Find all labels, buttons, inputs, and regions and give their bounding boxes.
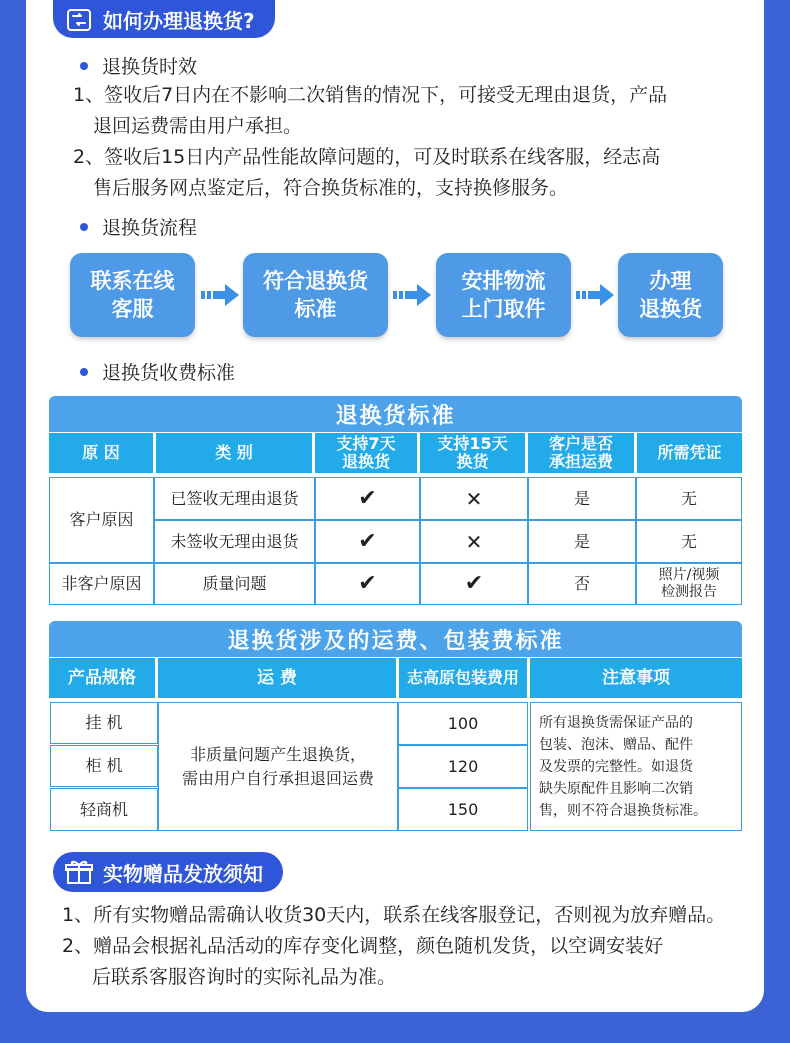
fee-header-freight [158,658,396,698]
header-7day-line2: 退换货 [341,452,390,471]
timeliness-item-1-line2: 退回运费需由用户承担。 [93,115,303,137]
process-step-1 [70,253,195,337]
reason-customer-text: 客户原因 [69,510,134,529]
row-1-category: 已签收无理由退货 [170,488,299,508]
arrow-right-icon [576,282,616,308]
process-heading [80,213,197,240]
header-freight-line2: 承担运费 [548,452,613,471]
packing-fee-wall: 100 [447,713,479,733]
row-3-freight: 否 [573,574,590,593]
packing-fee-commercial: 150 [447,799,479,819]
bullet-dot [80,368,88,376]
packing-fee-cabinet: 120 [447,756,479,776]
step-4-line2: 退换货 [639,297,702,321]
gift-title-pill [53,852,283,892]
step-1-line1: 联系在线 [90,269,175,293]
freight-line2: 需由用户自行承担退回运费 [181,768,374,788]
step-2-line2: 标准 [294,297,337,321]
fee-header-packing [399,658,527,698]
header-category-text: 类 别 [215,443,253,462]
fee-table-title-text: 退换货涉及的运费、包装费标准 [227,628,564,654]
return-doc-icon [65,7,93,33]
returns-title-pill [53,0,275,38]
step-1-line2: 客服 [111,297,154,321]
product-cabinet-unit: 柜 机 [85,756,123,775]
process-step-2 [243,253,388,337]
gift-item-1 [62,900,725,931]
row-1-freight: 是 [573,488,590,508]
step-4-line1: 办理 [649,269,692,293]
table-row-freight [528,563,636,605]
row-2-category: 未签收无理由退货 [170,531,299,551]
fee-heading [80,358,235,385]
row-2-7day: ✔ [358,528,377,554]
process-heading-text: 退换货流程 [102,217,198,239]
row-3-category: 质量问题 [202,574,267,593]
notes-line5: 售，则不符合退换货标准。 [539,802,707,819]
row-3-7day: ✔ [358,571,377,596]
row-1-15day: ✕ [465,486,483,511]
packing-fee-cell [398,745,528,788]
notes-line3: 及发票的完整性。如退货 [539,758,693,775]
standard-table-title-text: 退换货标准 [335,403,456,429]
timeliness-heading [80,52,197,79]
header-category [156,433,312,473]
bullet-dot [80,223,88,231]
step-3-line2: 上门取件 [461,297,546,321]
product-light-commercial: 轻商机 [79,799,128,819]
table-row-freight [528,477,636,520]
gift-icon [65,859,93,885]
reason-noncustomer-cell [49,563,154,605]
fee-heading-text: 退换货收费标准 [102,362,236,384]
timeliness-heading-text: 退换货时效 [102,56,198,78]
gift-item-2-line2: 后联系客服咨询时的实际礼品为准。 [92,966,397,988]
fee-header-notes-text: 注意事项 [602,668,670,688]
row-1-7day: ✔ [358,485,377,511]
row-3-15day: ✔ [464,571,484,596]
header-7day-line1: 支持7天 [336,434,396,453]
packing-fee-cell [398,788,528,831]
fee-header-freight-text: 运 费 [257,668,297,688]
freight-cell [158,702,398,831]
header-15day [420,433,525,473]
bullet-dot [80,62,88,70]
returns-title: 如何办理退换货? [103,8,255,33]
header-15day-line1: 支持15天 [437,434,508,453]
gift-title: 实物赠品发放须知 [103,861,263,886]
fee-table-title [49,621,742,657]
notes-cell [530,702,742,831]
timeliness-item-1 [73,80,667,142]
header-proof [637,433,742,473]
notes-line1: 所有退换货需保证产品的 [539,714,693,731]
notes-line2: 包装、泡沫、赠品、配件 [539,736,693,753]
header-freight-line1: 客户是否 [548,434,613,453]
row-2-proof: 无 [680,531,697,551]
step-2-line1: 符合退换货 [263,269,368,293]
check-icon [420,563,528,605]
notes-line4: 缺失原配件且影响二次销 [539,780,693,797]
header-proof-text: 所需凭证 [657,443,722,462]
table-row-category [154,563,315,605]
table-row-category [154,520,315,563]
product-cell [50,702,158,744]
gift-item-1-line1: 1、所有实物赠品需确认收货30天内，联系在线客服登记，否则视为放弃赠品。 [62,904,726,926]
table-row-proof [636,477,742,520]
product-cell [50,745,158,787]
timeliness-item-2-line1: 2、签收后15日内产品性能故障问题的，可及时联系在线客服，经志高 [73,146,661,168]
gift-item-2 [62,931,663,993]
header-reason [49,433,153,473]
arrow-right-icon [201,282,241,308]
reason-noncustomer-text: 非客户原因 [61,574,142,593]
header-freight [528,433,634,473]
product-cell [50,788,158,831]
table-row-proof [636,520,742,563]
row-2-15day: ✕ [465,529,483,554]
header-15day-line2: 换货 [456,452,489,471]
timeliness-item-2 [73,142,660,204]
gift-item-2-line1: 2、赠品会根据礼品活动的库存变化调整，颜色随机发货，以空调安装好 [62,935,664,957]
timeliness-item-2-line2: 售后服务网点鉴定后，符合换货标准的，支持换修服务。 [93,177,569,199]
process-step-3 [436,253,571,337]
arrow-right-icon [393,282,433,308]
reason-customer-cell [49,477,154,563]
fee-header-product-text: 产品规格 [68,668,136,688]
fee-header-product [49,658,155,698]
check-icon [315,520,420,563]
header-7day [315,433,417,473]
packing-fee-cell [398,702,528,745]
check-icon [315,477,420,520]
cross-icon [420,520,528,563]
row-1-proof: 无 [680,488,697,508]
process-step-4 [618,253,723,337]
check-icon [315,563,420,605]
row-3-proof-line1: 照片/视频 [658,567,720,583]
fee-header-notes [530,658,742,698]
standard-table-title [49,396,742,432]
freight-line1: 非质量问题产生退换货， [189,744,366,764]
timeliness-item-1-line1: 1、签收后7日内在不影响二次销售的情况下，可接受无理由退货，产品 [73,84,668,106]
table-row-freight [528,520,636,563]
fee-header-packing-text: 志高原包装费用 [406,668,519,687]
row-2-freight: 是 [573,531,590,551]
table-row-proof [636,563,742,605]
row-3-proof-line2: 检测报告 [661,584,717,600]
cross-icon [420,477,528,520]
step-3-line1: 安排物流 [461,269,546,293]
header-reason-text: 原 因 [82,443,120,462]
product-wall-unit: 挂 机 [85,713,123,732]
table-row-category [154,477,315,520]
